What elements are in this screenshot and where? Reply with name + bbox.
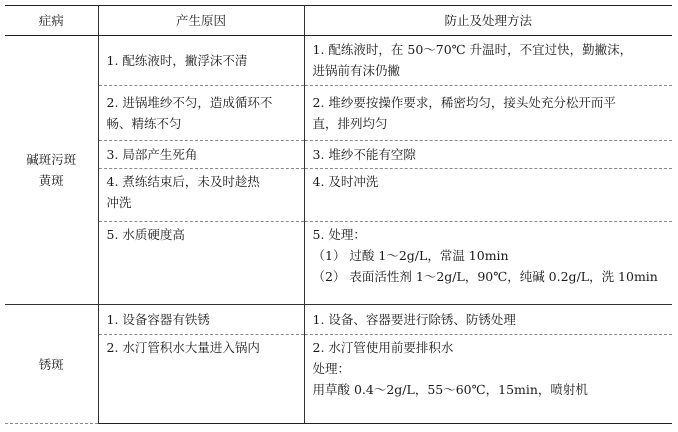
remedy-cell	[304, 221, 672, 305]
cause-cell	[98, 305, 304, 335]
remedy-text: 4. 及时冲洗	[312, 173, 379, 189]
cause-cell	[98, 334, 304, 423]
remedy-text: 处理：	[312, 360, 351, 376]
disease-name-line: 碱斑污斑	[26, 152, 77, 168]
disease-name-line: 锈斑	[38, 356, 64, 372]
remedy-text: 2. 水汀管使用前要排积水	[312, 339, 454, 355]
table-row	[5, 305, 672, 335]
remedy-cell	[304, 334, 672, 423]
cause-text: 4. 煮练结束后，未及时趁热	[106, 173, 260, 189]
table-row	[5, 221, 672, 305]
remedy-cell	[304, 140, 672, 168]
cause-cell	[98, 168, 304, 221]
cause-cell	[98, 85, 304, 140]
cause-text: 2. 水汀管积水大量进入锅内	[106, 339, 260, 355]
table-row	[5, 168, 672, 221]
cause-cell	[98, 140, 304, 168]
remedy-text: 直，排列均匀	[312, 115, 388, 131]
table-row	[5, 36, 672, 86]
disease-cell	[5, 305, 98, 424]
remedy-text: 1. 配练液时，在 50～70℃ 升温时，不宜过快，勤撇沫，	[312, 42, 633, 58]
remedy-cell	[304, 36, 672, 86]
header-remedy: 防止及处理方法	[304, 6, 672, 36]
remedy-text: 3. 堆纱不能有空隙	[312, 146, 416, 162]
remedy-text: （1） 过酸 1～2g/L，常温 10min	[312, 247, 509, 263]
header-disease: 症病	[5, 6, 98, 36]
treatment-table	[5, 5, 672, 424]
remedy-cell	[304, 305, 672, 335]
cause-text: 冲洗	[106, 194, 132, 210]
remedy-text: 2. 堆纱要按操作要求，稀密均匀，接头处充分松开而平	[312, 94, 616, 110]
table-row	[5, 85, 672, 140]
cause-text: 1. 配练液时，撇浮沫不清	[106, 52, 248, 68]
cause-cell	[98, 36, 304, 86]
cause-text: 5. 水质硬度高	[106, 226, 185, 242]
header-cause: 产生原因	[98, 6, 304, 36]
remedy-text: （2） 表面活性剂 1～2g/L，90℃，纯碱 0.2g/L，洗 10min	[312, 268, 658, 284]
disease-name-line: 黄斑	[38, 173, 64, 189]
remedy-cell	[304, 168, 672, 221]
remedy-text: 用草酸 0.4～2g/L，55～60℃，15min，喷射机	[312, 381, 588, 397]
cause-text: 畅、精练不匀	[106, 115, 182, 131]
remedy-text: 进锅前有沫仍撇	[312, 63, 401, 79]
remedy-cell	[304, 85, 672, 140]
table-row	[5, 140, 672, 168]
cause-cell	[98, 221, 304, 305]
remedy-text: 1. 设备、容器要进行除锈、防锈处理	[312, 312, 516, 328]
cause-text: 3. 局部产生死角	[106, 146, 198, 162]
cause-text: 2. 进锅堆纱不匀，造成循环不	[106, 94, 273, 110]
header-row	[5, 6, 672, 36]
cause-text: 1. 设备容器有铁锈	[106, 312, 210, 328]
remedy-text: 5. 处理：	[312, 226, 366, 242]
disease-cell	[5, 36, 98, 305]
table-row	[5, 334, 672, 423]
